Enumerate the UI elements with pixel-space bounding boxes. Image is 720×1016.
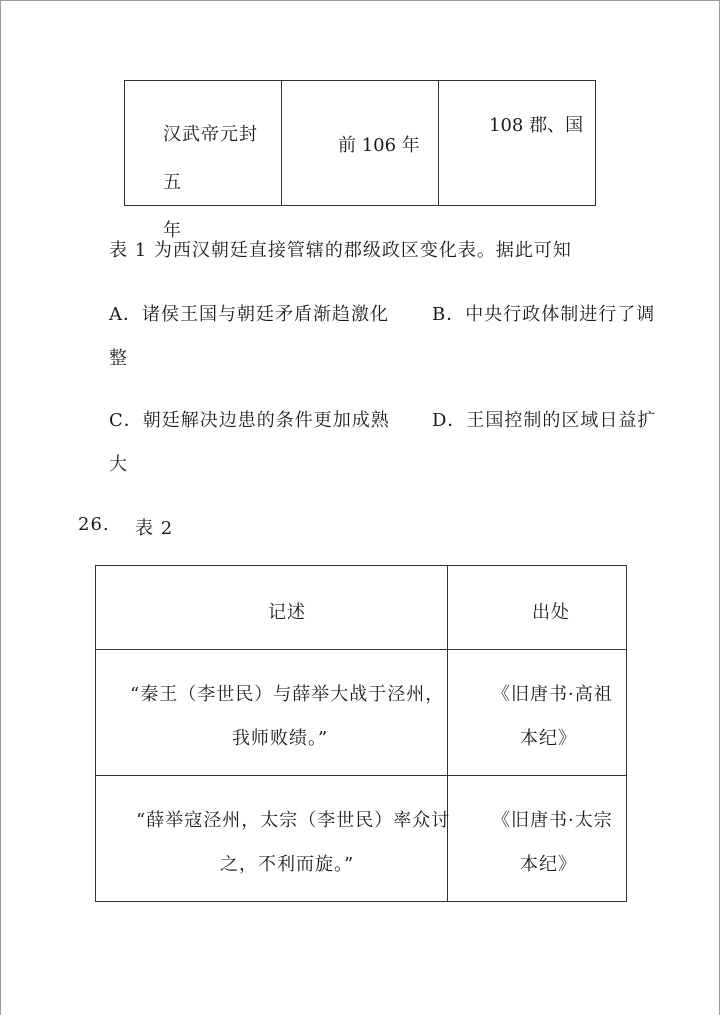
table-2-row-1-source-line-2: 本纪》: [520, 728, 577, 749]
option-b-line-2: 整: [109, 348, 128, 369]
table-1-year-cell: [282, 81, 439, 205]
table-2-column-divider: [447, 566, 448, 901]
option-d-line-2: 大: [109, 454, 128, 475]
table-1-year-text: 前 106 年: [338, 135, 420, 156]
question-25-stem: 表 1 为西汉朝廷直接管辖的郡级政区变化表。据此可知: [109, 240, 572, 261]
option-d-line-1: D．王国控制的区域日益扩: [432, 410, 657, 431]
period-line-2: 年: [163, 220, 182, 241]
table-2-header-source: 出处: [532, 602, 570, 623]
table-1-units-cell: [439, 81, 595, 205]
table-2-row-1-source-line-1: 《旧唐书·高祖: [492, 684, 613, 705]
table-2: [95, 565, 627, 902]
option-b-line-1: B．中央行政体制进行了调: [432, 304, 656, 325]
table-2-row-2-source-line-2: 本纪》: [520, 854, 577, 875]
table-1-units-text: 108 郡、国: [489, 115, 584, 136]
period-line-1: 汉武帝元封五: [163, 124, 258, 193]
table-1-period-text: [163, 111, 273, 255]
table-2-row-1-record-line-1: “秦王（李世民）与薛举大战于泾州，: [130, 684, 445, 705]
table-2-header-divider: [96, 649, 626, 650]
question-26-title: 表 2: [135, 518, 174, 539]
question-26-number: 26.: [78, 514, 110, 535]
table-1-period-cell: [125, 81, 282, 241]
table-2-row-2-record-line-1: “薛举寇泾州，太宗（李世民）率众讨: [136, 810, 451, 831]
table-2-row-2-source-line-1: 《旧唐书·太宗: [492, 810, 613, 831]
table-2-row-divider: [96, 775, 626, 776]
option-a: A．诸侯王国与朝廷矛盾渐趋激化: [109, 304, 389, 325]
table-2-row-2-record-line-2: 之，不利而旋。”: [220, 854, 355, 875]
table-2-row-1-record-line-2: 我师败绩。”: [232, 728, 329, 749]
table-1: [124, 80, 596, 241]
table-2-header-record: 记述: [268, 602, 306, 623]
option-c: C．朝廷解决边患的条件更加成熟: [109, 410, 390, 431]
